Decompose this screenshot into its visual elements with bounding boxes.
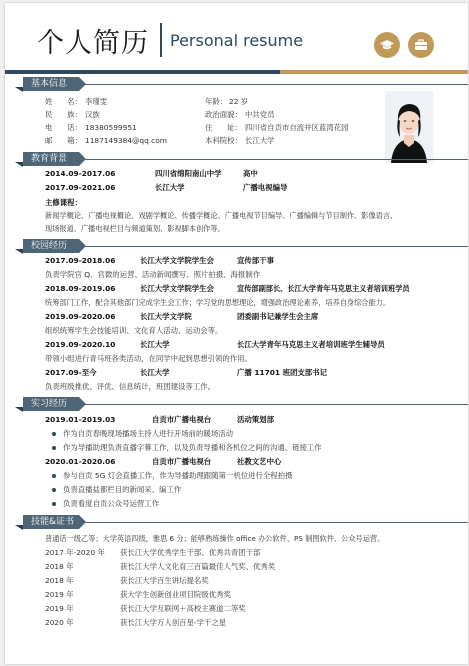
courses-text: 现场报道、广播电视栏目与频道策划、影视脚本创作等。 (45, 224, 225, 233)
bullet-dot (52, 488, 56, 492)
skills-summary: 普通话一级乙等；大学英语四级，雅思 6 分；能够熟练操作 office 办公软件、PS 制图软件、公众号运营。 (45, 534, 385, 543)
campus-desc: 负责班级推优、评优、信息统计，班团建设等工作。 (45, 382, 215, 391)
bullet-dot (52, 446, 56, 450)
award-year: 2017 年-2020 年 (45, 548, 105, 557)
campus-org: 长江大学文学院学生会 (140, 256, 214, 265)
campus-org: 长江大学 (140, 340, 170, 349)
age-value: 22 岁 (229, 97, 249, 106)
award-text: 获长江大学优秀学生干部、优秀共青团干部 (120, 548, 261, 557)
award-text: 获长江大学百生讲坛提名奖 (120, 576, 209, 585)
courses-text: 新闻学概论、广播电视概论、戏剧学概论、传播学概论、广播电视节目编导、广播编辑与节目制作、影像语言、 (45, 211, 398, 220)
award-year: 2018 年 (45, 562, 74, 571)
intern-bullet: 参与自贡 5G 灯会直播工作，作为导播助理跟随第一机位进行全程拍摄 (63, 471, 293, 480)
edu-date: 2017.09-2021.06 (45, 183, 116, 192)
intern-role: 活动策划部 (237, 415, 274, 424)
name-value: 李瑾雯 (85, 97, 108, 106)
campus-org: 长江大学文学院学生会 (140, 284, 214, 293)
campus-role: 宣传部副部长、长江大学青年马克思主义者培训班学员 (237, 284, 410, 293)
section-heading: 基本信息 (23, 77, 79, 91)
campus-role: 长江大学青年马克思主义者培训班学生辅导员 (237, 340, 385, 349)
campus-date: 2017.09-至今 (45, 368, 97, 377)
section-internship (23, 397, 468, 411)
bullet-dot (52, 474, 56, 478)
ethnic-value: 汉族 (85, 110, 100, 119)
campus-date: 2019.09-2020.06 (45, 312, 116, 321)
award-text: 获长江大学万人创百星-学干之星 (120, 618, 227, 627)
edu-major: 高中 (243, 169, 258, 178)
award-year: 2019 年 (45, 604, 74, 613)
phone-label: 电 话： (45, 123, 82, 132)
phone-value: 18380599951 (85, 123, 137, 132)
award-text: 获大学生创新创业项目院级优秀奖 (120, 590, 231, 599)
intern-bullet: 负责直播盐都栏目的新闻采、编工作 (63, 485, 182, 494)
section-basic-info (23, 77, 468, 91)
campus-role: 团委副书记兼学生会主席 (237, 312, 319, 321)
campus-desc: 组织统筹学生会技能培训、文化育人活动、运动会等。 (45, 326, 223, 335)
edu-major: 广播电视编导 (243, 183, 288, 192)
header-rule (5, 70, 468, 74)
edu-school: 四川省绵阳南山中学 (155, 169, 222, 178)
intern-date: 2019.01-2019.03 (45, 415, 116, 424)
email-value: 1187149384@qq.com (85, 136, 167, 145)
campus-desc: 带领小组进行青马班各类活动，在同学中起到思想引领的作用。 (45, 354, 252, 363)
intern-bullet: 负责看度自贡公众号运营工作 (63, 499, 160, 508)
briefcase-icon (408, 32, 434, 58)
campus-desc: 统筹部门工作，配合其他部门完成学生会工作；学习党的思想理论，增强政治理论素养，培养自身综合能力。 (45, 298, 391, 307)
campus-role: 广播 11701 班团支部书记 (237, 368, 327, 377)
political-label: 政治面貌： (205, 110, 242, 119)
intern-date: 2020.01-2020.06 (45, 457, 116, 466)
campus-date: 2019.09-2020.10 (45, 340, 116, 349)
title-divider (160, 23, 162, 57)
page-title: 个人简历 (37, 28, 149, 59)
intern-role: 社教文艺中心 (237, 457, 282, 466)
award-year: 2020 年 (45, 618, 74, 627)
email-label: 邮 箱： (45, 136, 82, 145)
award-year: 2019 年 (45, 590, 74, 599)
edu-date: 2014.09-2017.06 (45, 169, 116, 178)
section-skills (23, 515, 468, 529)
campus-role: 宣传部干事 (237, 256, 274, 265)
address-value: 四川省自贡市自流井区蓝湾花园 (245, 123, 349, 132)
courses-title: 主修课程： (45, 198, 82, 207)
school-label: 本科院校： (205, 136, 242, 145)
intern-org: 自贡市广播电视台 (152, 457, 212, 466)
school-value: 长江大学 (245, 136, 275, 145)
award-year: 2018 年 (45, 576, 74, 585)
bullet-dot (52, 432, 56, 436)
ethnic-label: 民 族： (45, 110, 82, 119)
intern-org: 自贡市广播电视台 (152, 415, 212, 424)
page-subtitle: Personal resume (170, 31, 304, 50)
resume-page (5, 3, 468, 664)
award-text: 获长江大学互联网＋高校主赛道二等奖 (120, 604, 246, 613)
section-heading: 技能&证书 (23, 515, 79, 529)
campus-org: 长江大学文学院 (140, 312, 192, 321)
edu-school: 长江大学 (155, 183, 185, 192)
political-value: 中共党员 (245, 110, 275, 119)
section-education (23, 152, 468, 166)
section-heading: 实习经历 (23, 397, 79, 411)
intern-bullet: 作为导播助理负责直播字幕工作，以及负责导播和各机位之间的沟通、链接工作 (63, 443, 322, 452)
campus-org: 长江大学 (140, 368, 170, 377)
name-label: 姓 名： (45, 97, 82, 106)
section-heading: 教育背景 (23, 152, 79, 166)
intern-bullet: 作为自贡春晚现场播场主持人进行开场前的暖场活动 (63, 429, 233, 438)
bullet-dot (52, 502, 56, 506)
campus-date: 2018.09-2019.06 (45, 284, 116, 293)
section-heading: 校园经历 (23, 239, 79, 253)
address-label: 住 址： (205, 123, 242, 132)
section-campus (23, 239, 468, 253)
award-text: 获长江大学人文化育三百篇最佳人气奖、优秀奖 (120, 562, 276, 571)
campus-date: 2017.09-2018.06 (45, 256, 116, 265)
graduation-cap-icon (374, 32, 400, 58)
campus-desc: 负责学院官 Q、官微的运营、活动新闻撰写、照片拍摄、海报制作 (45, 270, 261, 279)
age-label: 年龄： (205, 97, 228, 106)
